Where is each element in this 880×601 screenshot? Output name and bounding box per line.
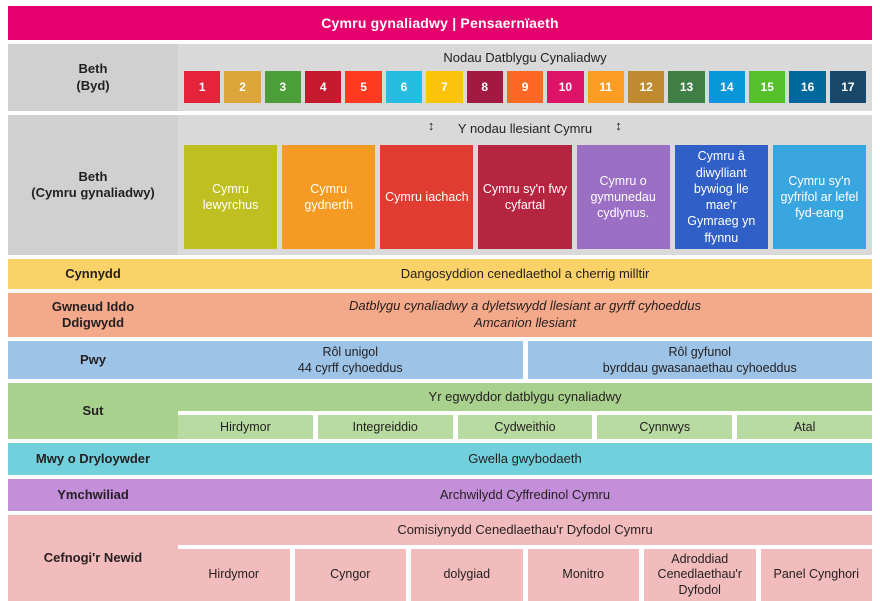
sdg-tile[interactable]: 14 [709,71,745,103]
pwy-split [178,341,872,379]
sut-items [178,415,872,439]
sdg-tile[interactable]: 17 [830,71,866,103]
pwy-collective-line1: Rôl gyfunol [668,344,732,359]
cefnogi-item[interactable]: Panel Cynghori [761,549,873,601]
sdg-tile[interactable]: 8 [467,71,503,103]
sdg-tile[interactable]: 9 [507,71,543,103]
row-label-beth-byd-line1: Beth [78,61,108,77]
row-label-sut: Sut [8,383,178,439]
row-label-ymchwiliad: Ymchwiliad [8,479,178,511]
gwneud-text-line2: Amcanion llesiant [474,315,576,330]
row-sut-body [178,383,872,439]
row-gwneud [8,293,872,337]
wellbeing-tile[interactable]: Cymru o gymunedau cydlynus. [577,145,670,249]
sdg-tiles [184,71,866,103]
row-sut [8,383,872,439]
cefnogi-heading[interactable]: Comisiynydd Cenedlaethau'r Dyfodol Cymru [178,515,872,545]
sdg-tile[interactable]: 2 [224,71,260,103]
sut-item[interactable]: Cydweithio [458,415,593,439]
row-cefnogi-body [178,515,872,601]
sut-item[interactable]: Atal [737,415,872,439]
tryloywder-bar[interactable]: Gwella gwybodaeth [178,443,872,475]
ymchwiliad-bar[interactable]: Archwilydd Cyffredinol Cymru [178,479,872,511]
wellbeing-tile[interactable]: Cymru iachach [380,145,473,249]
cefnogi-item[interactable]: Cyngor [295,549,407,601]
up-down-arrow-icon: ↕ [427,118,435,133]
sdg-tile[interactable]: 16 [789,71,825,103]
row-gwneud-body [178,293,872,337]
sdg-tile[interactable]: 11 [588,71,624,103]
sut-item[interactable]: Integreiddio [318,415,453,439]
row-label-pwy: Pwy [8,341,178,379]
sdg-tile[interactable]: 5 [345,71,381,103]
wellbeing-tile[interactable]: Cymru gydnerth [282,145,375,249]
row-label-beth-cymru [8,115,178,255]
pwy-collective-line2: byrddau gwasanaethau cyhoeddus [602,361,797,375]
row-tryloywder [8,443,872,475]
wellbeing-tiles [184,145,866,249]
row-label-cynnydd: Cynnydd [8,259,178,289]
sdg-tile[interactable]: 7 [426,71,462,103]
gwneud-bar[interactable] [178,293,872,337]
row-label-tryloywder: Mwy o Dryloywder [8,443,178,475]
row-wellbeing-body [178,115,872,255]
cefnogi-item[interactable]: Monitro [528,549,640,601]
row-label-gwneud [8,293,178,337]
row-pwy-body [178,341,872,379]
wellbeing-heading-wrap [178,115,872,141]
wellbeing-heading: Y nodau llesiant Cymru [457,121,593,136]
sdg-tile[interactable]: 13 [668,71,704,103]
sut-item[interactable]: Hirdymor [178,415,313,439]
row-label-beth-byd [8,44,178,111]
row-ymchwiliad-body [178,479,872,511]
wellbeing-tile[interactable]: Cymru sy'n fwy cyfartal [478,145,571,249]
sdg-heading: Nodau Datblygu Cynaliadwy [178,44,872,69]
row-pwy [8,341,872,379]
page-title: Cymru gynaliadwy | Pensaernïaeth [8,6,872,40]
row-sdg-body [178,44,872,111]
row-label-beth-byd-line2: (Byd) [76,77,110,93]
pwy-collective-role[interactable] [528,341,873,379]
pwy-individual-line1: Rôl unigol [322,344,379,359]
wellbeing-tile[interactable]: Cymru sy'n gyfrifol ar lefel fyd-eang [773,145,866,249]
gwneud-text-line1: Datblygu cynaliadwy a dyletswydd llesiant ar gyrff cyhoeddus [349,298,701,314]
up-down-arrow-icon: ↕ [615,118,622,133]
pwy-individual-role[interactable] [178,341,523,379]
row-label-gwneud-line1: Gwneud Iddo [51,298,135,314]
wellbeing-tile[interactable]: Cymru lewyrchus [184,145,277,249]
sdg-tile[interactable]: 4 [305,71,341,103]
sdg-tile[interactable]: 6 [386,71,422,103]
row-cefnogi [8,515,872,601]
sdg-tile[interactable]: 12 [628,71,664,103]
cynnydd-bar[interactable]: Dangosyddion cenedlaethol a cherrig milltir [178,259,872,289]
cefnogi-item[interactable]: Hirdymor [178,549,290,601]
sdg-tile[interactable]: 1 [184,71,220,103]
sut-item[interactable]: Cynnwys [597,415,732,439]
row-label-gwneud-line2: Ddigwydd [61,315,125,330]
cefnogi-item[interactable]: dolygiad [411,549,523,601]
sdg-tiles-wrap [178,69,872,111]
row-label-beth-cymru-line2: (Cymru gynaliadwy) [31,185,155,200]
pwy-individual-line2: 44 cyrff cyhoeddus [297,361,403,375]
sut-heading[interactable]: Yr egwyddor datblygu cynaliadwy [178,383,872,411]
row-label-cefnogi: Cefnogi'r Newid [8,515,178,601]
sdg-tile[interactable]: 15 [749,71,785,103]
row-cynnydd-body [178,259,872,289]
row-ymchwiliad [8,479,872,511]
row-sdg [8,44,872,111]
row-label-beth-cymru-line1: Beth [78,168,108,184]
row-wellbeing [8,115,872,255]
sdg-tile[interactable]: 10 [547,71,583,103]
row-cynnydd [8,259,872,289]
cefnogi-item[interactable]: Adroddiad Cenedlaethau'r Dyfodol [644,549,756,601]
row-tryloywder-body [178,443,872,475]
sdg-tile[interactable]: 3 [265,71,301,103]
wellbeing-tiles-wrap [178,141,872,255]
cefnogi-items [178,549,872,601]
wellbeing-tile[interactable]: Cymru â diwylliant bywiog lle mae'r Gymraeg yn ffynnu [675,145,768,249]
